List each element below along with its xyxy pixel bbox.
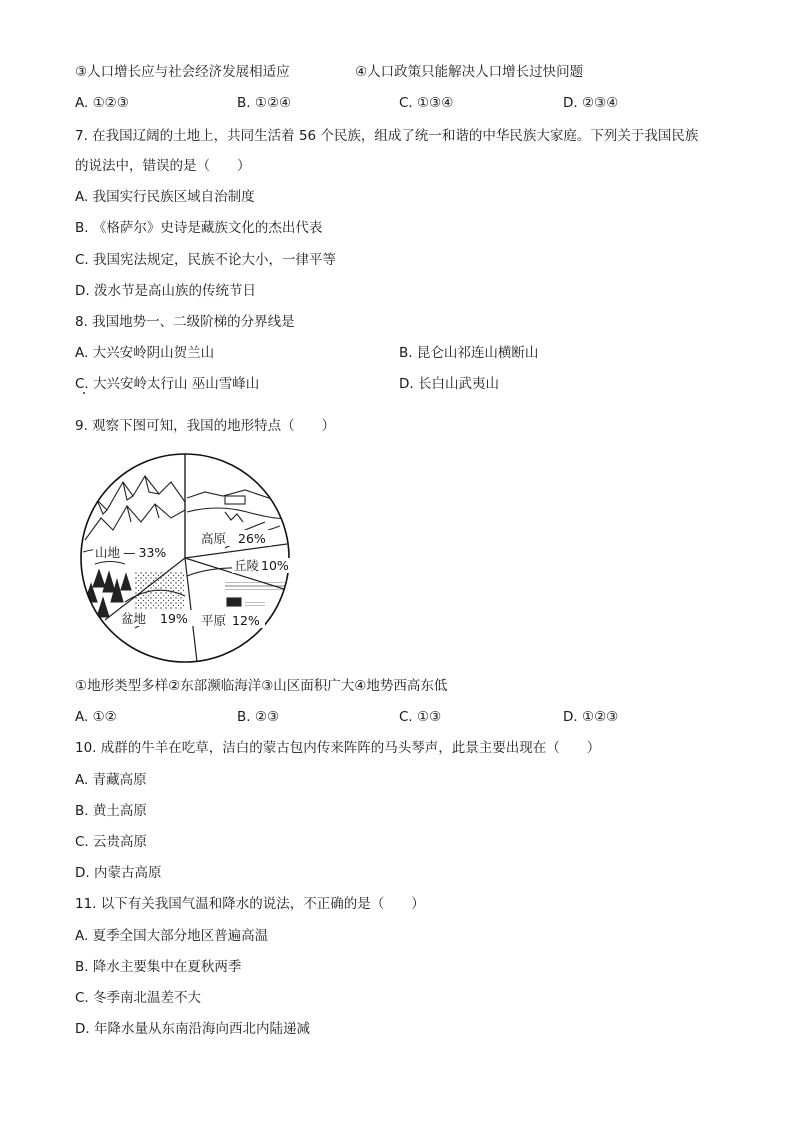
q7-option-a[interactable]: A. 我国实行民族区域自治制度 bbox=[75, 189, 255, 205]
q8-option-c[interactable]: C. 大兴安岭太行山 巫山雪峰山 bbox=[75, 376, 260, 392]
q10-option-a[interactable]: A. 青藏高原 bbox=[75, 772, 147, 788]
q9-option-c[interactable]: C. ①③ bbox=[399, 709, 442, 725]
q8-option-a[interactable]: A. 大兴安岭阴山贺兰山 bbox=[75, 345, 215, 361]
label-basin: 盆地 19% bbox=[121, 611, 188, 626]
q10-stem: 10. 成群的牛羊在吃草，洁白的蒙古包内传来阵阵的马头琴声，此景主要出现在（ ） bbox=[75, 740, 601, 756]
forest-illustration bbox=[85, 570, 131, 617]
q7-stem-line-1: 7. 在我国辽阔的土地上，共同生活着 56 个民族，组成了统一和谐的中华民族大家庭。下列关于我国民族 bbox=[75, 128, 699, 144]
q8-stem: 8. 我国地势一、二级阶梯的分界线是 bbox=[75, 314, 295, 330]
q11-stem: 11. 以下有关我国气温和降水的说法，不正确的是（ ） bbox=[75, 896, 425, 912]
q10-option-b[interactable]: B. 黄土高原 bbox=[75, 803, 147, 819]
statement-4: ④人口政策只能解决人口增长过快问题 bbox=[355, 64, 584, 80]
q6-option-a[interactable]: A. ①②③ bbox=[75, 95, 129, 111]
stray-mark bbox=[83, 392, 85, 394]
q8-option-d[interactable]: D. 长白山武夷山 bbox=[399, 376, 499, 392]
q6-option-d[interactable]: D. ②③④ bbox=[563, 95, 619, 111]
label-mountain: 山地 — 33% bbox=[95, 545, 167, 560]
statement-3: ③人口增长应与社会经济发展相适应 bbox=[75, 64, 290, 80]
q11-option-c[interactable]: C. 冬季南北温差不大 bbox=[75, 990, 202, 1006]
q8-option-b[interactable]: B. 昆仑山祁连山横断山 bbox=[399, 345, 539, 361]
q10-option-d[interactable]: D. 内蒙古高原 bbox=[75, 865, 162, 881]
q11-option-b[interactable]: B. 降水主要集中在夏秋两季 bbox=[75, 959, 242, 975]
q9-option-d[interactable]: D. ①②③ bbox=[563, 709, 619, 725]
terrain-pie-figure bbox=[75, 452, 295, 664]
q6-option-b[interactable]: B. ①②④ bbox=[237, 95, 292, 111]
label-hills: 丘陵 10% bbox=[234, 558, 289, 573]
q9-option-a[interactable]: A. ①② bbox=[75, 709, 117, 725]
q9-stem: 9. 观察下图可知，我国的地形特点（ ） bbox=[75, 418, 336, 434]
label-plateau: 高原 26% bbox=[201, 531, 266, 546]
q7-option-d[interactable]: D. 泼水节是高山族的传统节日 bbox=[75, 283, 256, 299]
label-plain: 平原 12% bbox=[201, 613, 260, 628]
q9-statements: ①地形类型多样②东部濒临海洋③山区面积广大④地势西高东低 bbox=[75, 678, 448, 694]
q10-option-c[interactable]: C. 云贵高原 bbox=[75, 834, 148, 850]
q9-option-b[interactable]: B. ②③ bbox=[237, 709, 280, 725]
q11-option-a[interactable]: A. 夏季全国大部分地区普遍高温 bbox=[75, 928, 269, 944]
q7-option-c[interactable]: C. 我国宪法规定，民族不论大小，一律平等 bbox=[75, 252, 337, 268]
q7-stem-line-2: 的说法中，错误的是（ ） bbox=[75, 158, 251, 174]
q6-option-c[interactable]: C. ①③④ bbox=[399, 95, 454, 111]
q7-option-b[interactable]: B. 《格萨尔》史诗是藏族文化的杰出代表 bbox=[75, 220, 323, 236]
q11-option-d[interactable]: D. 年降水量从东南沿海向西北内陆递减 bbox=[75, 1021, 310, 1037]
